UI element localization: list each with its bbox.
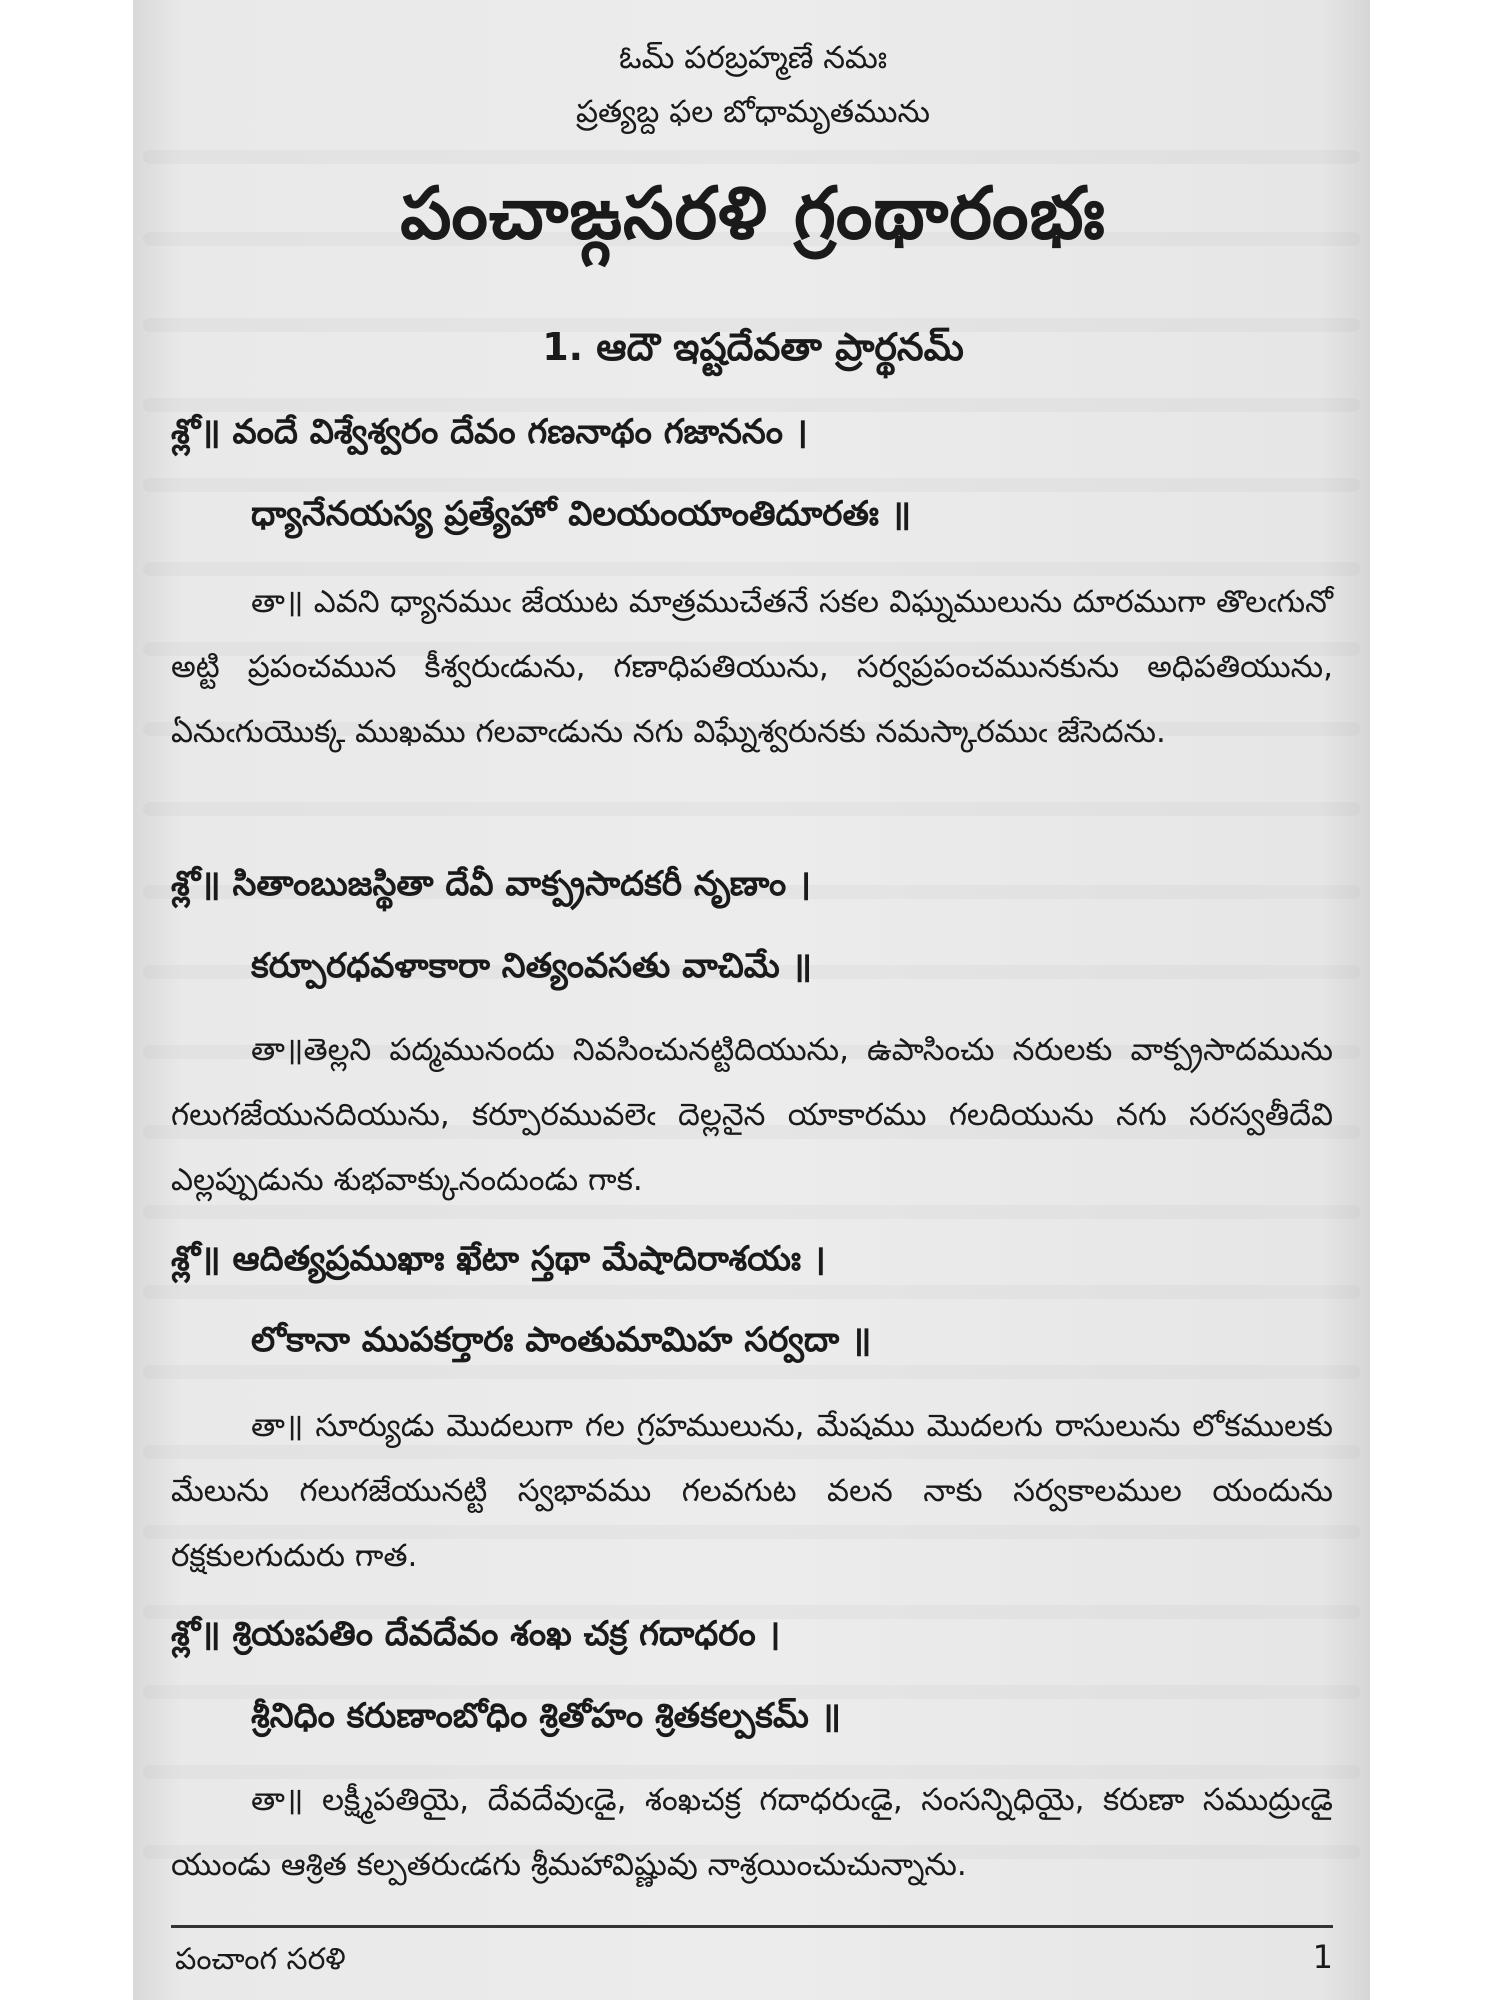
verse-4-gloss: తా॥ లక్ష్మీపతియై, దేవదేవుఁడై, శంఖచక్ర గదాధరుఁడై, సంసన్నిధియై, కరుణా సముద్రుఁడై యుండు ఆశ్రిత కల్పతరుఁడగు శ్రీమహావిష్ణువు నాశ్రయించుచున్నాను. xyxy=(171,1782,1333,1883)
verse-4-line-1: శ్లో॥ శ్రియఃపతిం దేవదేవం శంఖ చక్ర గదాధరం । xyxy=(171,1614,781,1654)
section-heading: 1. ఆదౌ ఇష్టదేవతా ప్రార్థనమ్ xyxy=(542,325,964,369)
right-margin xyxy=(1370,0,1500,2000)
verse-2-line-2: కర్పూరధవళాకారా నిత్యంవసతు వాచిమే ॥ xyxy=(251,946,812,986)
verse-4-line-2: శ్రీనిధిం కరుణాంబోధిం శ్రితోహం శ్రితకల్పకమ్ ॥ xyxy=(251,1696,842,1736)
verse-1-line-1: శ్లో॥ వందే విశ్వేశ్వరం దేవం గణనాథం గజాననం । xyxy=(171,412,808,452)
page-title: పంచాఙ్గసరళి గ్రంథారంభః xyxy=(400,171,1106,255)
verse-3-gloss: తా॥ సూర్యుడు మొదలుగా గల గ్రహములును, మేషము మొదలగు రాసులును లోకములకు మేలును గలుగజేయునట్టి స్వభావము గలవగుట వలన నాకు సర్వకాలముల యందును రక్షకులగుదురు గాత. xyxy=(171,1408,1333,1574)
verse-2-gloss: తా॥తెల్లని పద్మమునందు నివసించునట్టిదియును, ఉపాసించు నరులకు వాక్ప్రసాదమును గలుగజేయునదియును, కర్పూరమువలెఁ దెల్లనైన యాకారము గలదియును నగు సరస్వతీదేవి ఎల్లప్పుడును శుభవాక్కునందుండు గాక. xyxy=(171,1032,1333,1198)
verse-3-line-2: లోకానా ముపకర్తారః పాంతుమామిహ సర్వదా ॥ xyxy=(251,1320,872,1360)
page-number: 1 xyxy=(1312,1938,1333,1976)
subtitle: ప్రత్యబ్ద ఫల బోధామృతమును xyxy=(575,94,931,130)
page-content xyxy=(153,0,1353,2000)
verse-2-line-1: శ్లో॥ సితాంబుజస్థితా దేవీ వాక్ప్రసాదకరీ నృణాం । xyxy=(171,864,812,904)
left-margin xyxy=(0,0,133,2000)
running-footer-title: పంచాంగ సరళి xyxy=(175,1942,346,1977)
verse-1-line-2: ధ్యానేనయస్య ప్రత్యేహో విలయంయాంతిదూరతః ॥ xyxy=(251,494,912,534)
verse-3-line-1: శ్లో॥ ఆదిత్యప్రముఖాః ఖేటా స్తథా మేషాదిరాశయః । xyxy=(171,1239,826,1279)
book-page xyxy=(133,0,1370,2000)
invocation: ఓమ్ పరబ్రహ్మణే నమః xyxy=(618,40,888,76)
verse-1-gloss: తా॥ ఎవని ధ్యానముఁ జేయుట మాత్రముచేతనే సకల విఘ్నములును దూరముగా తొలఁగునో అట్టి ప్రపంచమున కీశ్వరుఁడును, గణాధిపతియును, సర్వప్రపంచమునకును అధిపతియును, ఏనుఁగుయొక్క ముఖము గలవాఁడును నగు విఘ్నేశ్వరునకు నమస్కారముఁ జేసెదను. xyxy=(171,584,1333,750)
footer-rule xyxy=(171,1925,1333,1928)
